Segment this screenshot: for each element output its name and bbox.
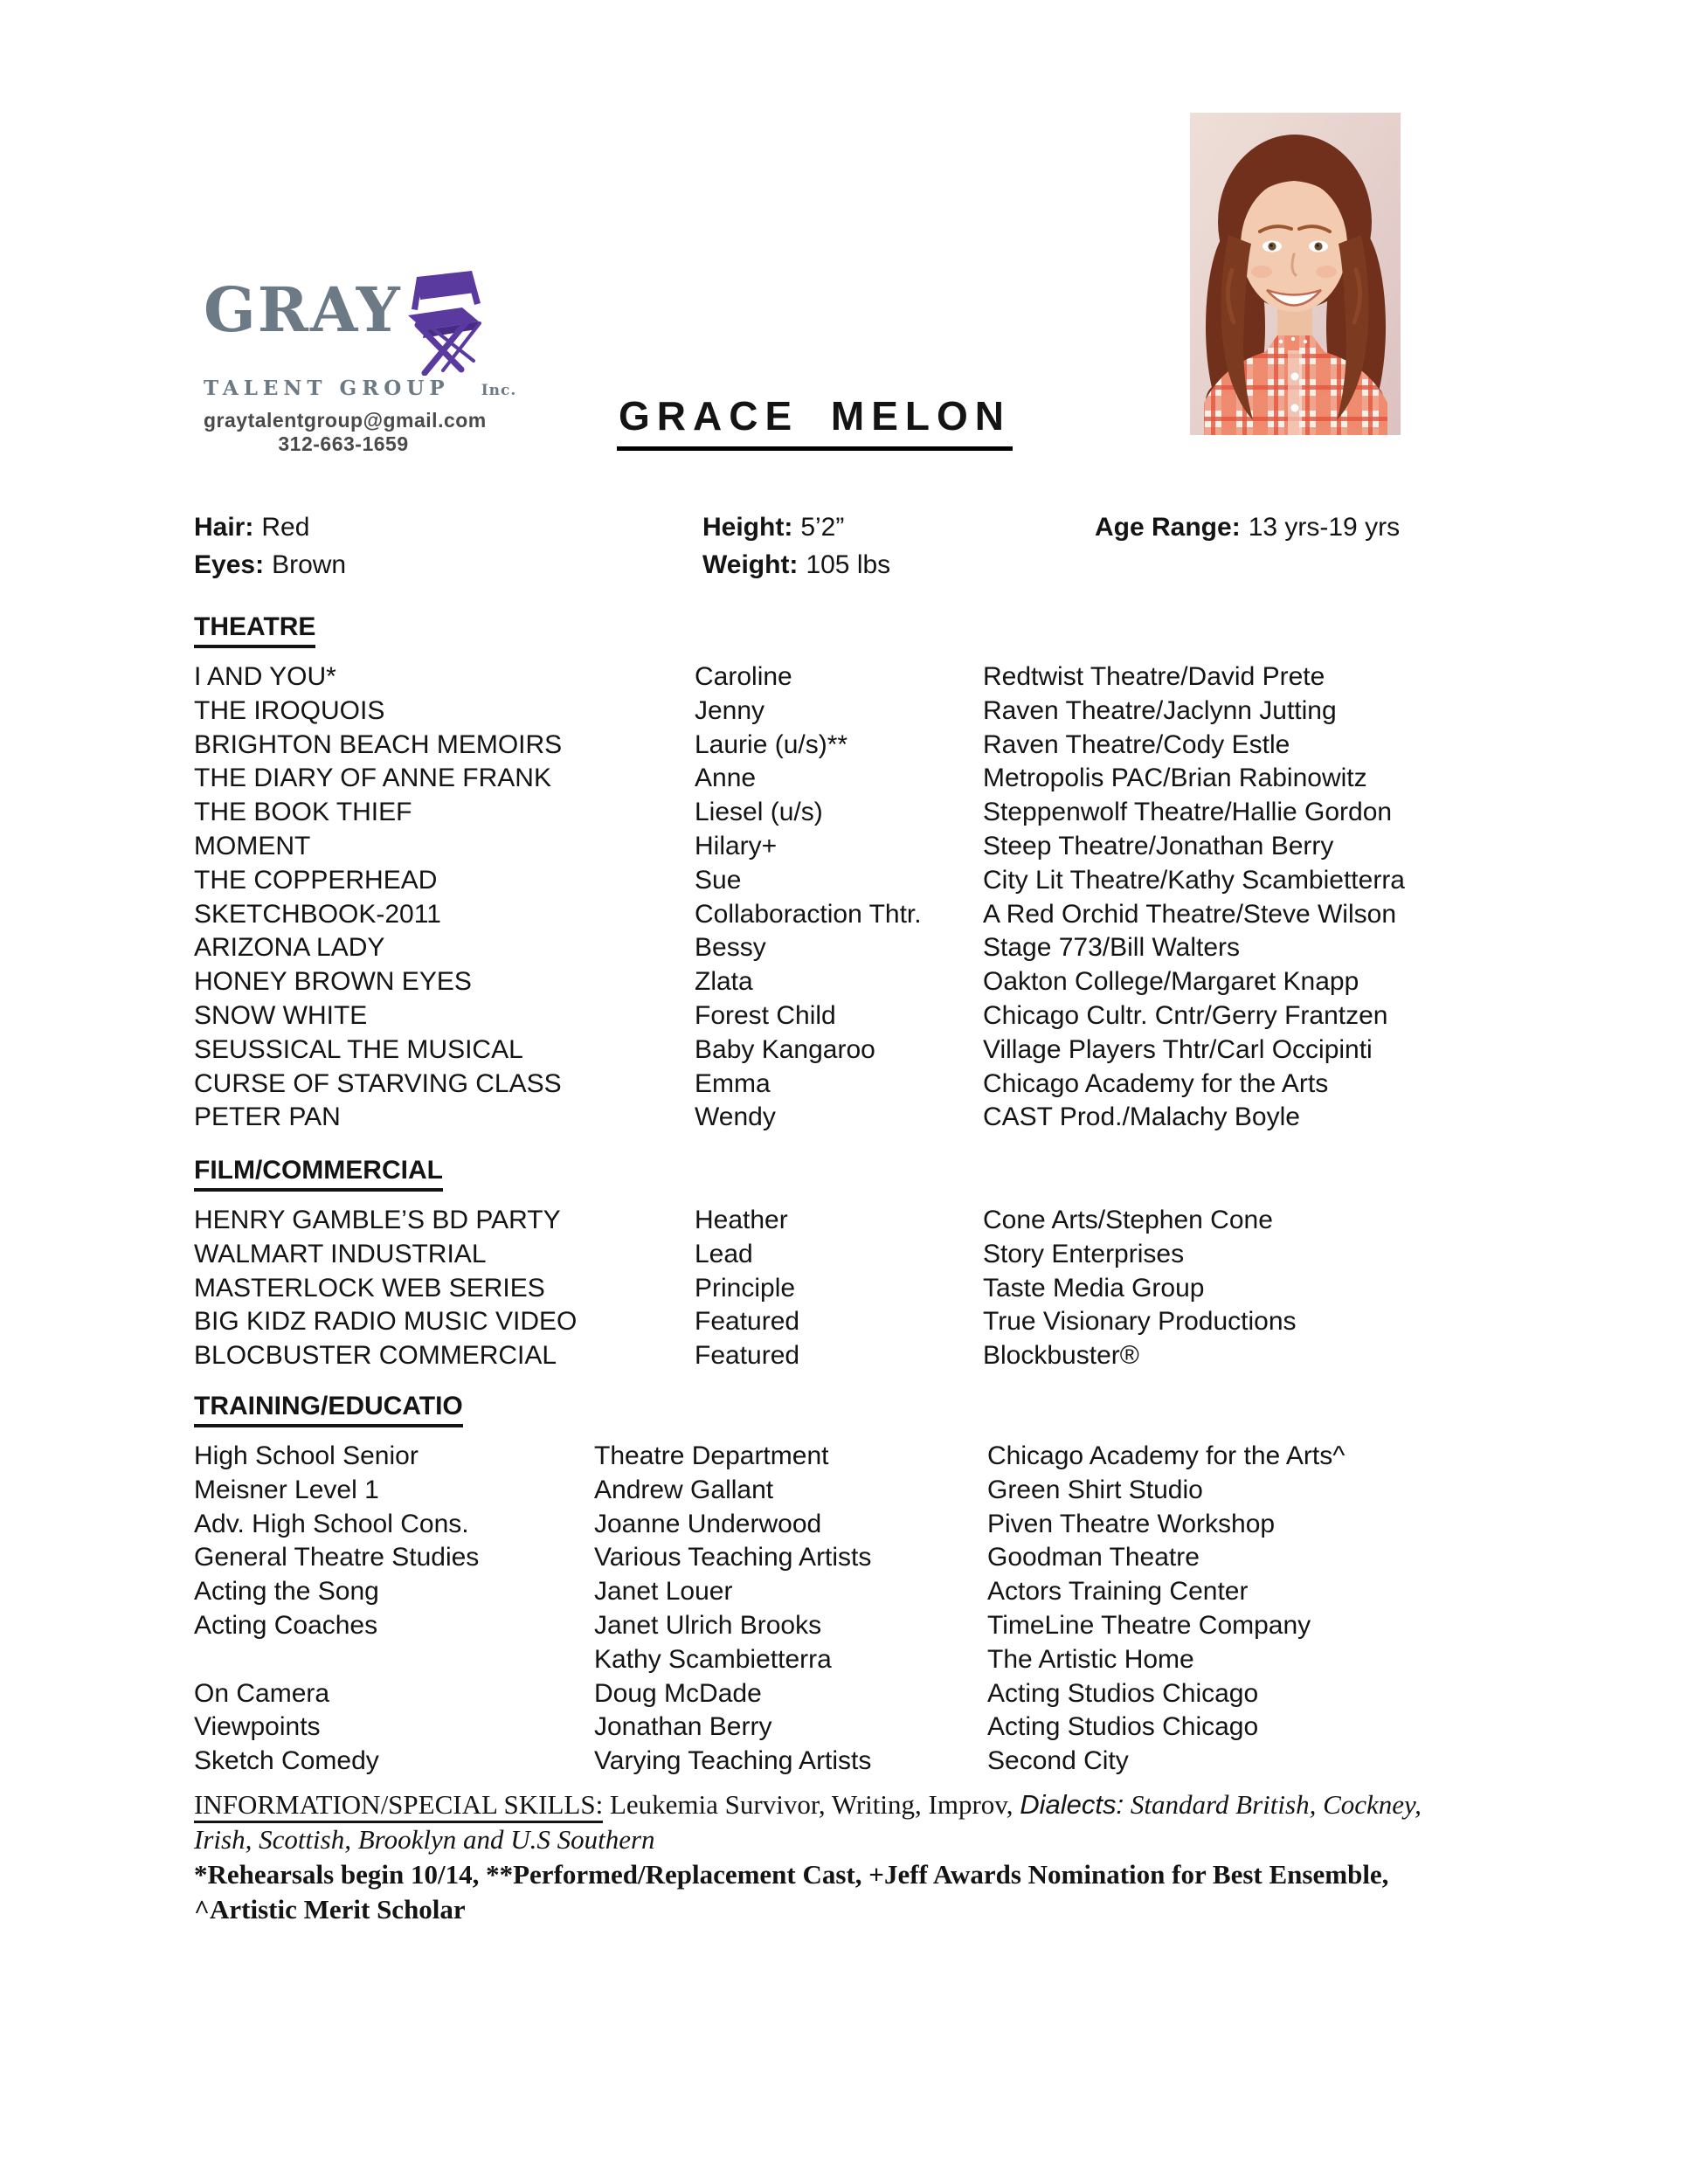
credit-role: Liesel (u/s)	[695, 798, 823, 827]
credit-row	[194, 1272, 1505, 1306]
credit-row	[194, 762, 1505, 796]
credit-role: Jenny	[695, 695, 765, 725]
training-row	[194, 1711, 1505, 1745]
training-school: The Artistic Home	[987, 1644, 1194, 1674]
training-teacher: Theatre Department	[594, 1441, 829, 1470]
training-course: Acting the Song	[194, 1577, 379, 1607]
agency-email: graytalentgroup@gmail.com	[204, 409, 487, 432]
agency-inc-label: Inc.	[481, 382, 517, 399]
training-teacher: Andrew Gallant	[594, 1475, 774, 1504]
credit-role: Forest Child	[695, 1000, 836, 1030]
special-skills-block	[194, 1787, 1485, 1927]
credit-company: Taste Media Group	[983, 1273, 1205, 1303]
credit-title: THE IROQUOIS	[194, 695, 385, 725]
credit-role: Laurie (u/s)**	[695, 729, 848, 759]
credit-row	[194, 999, 1505, 1033]
stat-age-range	[1095, 508, 1505, 546]
training-school: Chicago Academy for the Arts^	[987, 1441, 1346, 1470]
credit-role: Featured	[695, 1307, 800, 1337]
training-school: Acting Studios Chicago	[987, 1678, 1259, 1708]
credit-row	[194, 1238, 1505, 1272]
stat-eyes	[194, 546, 702, 584]
stat-value: Brown	[272, 550, 347, 579]
stat-value: 5’2”	[800, 513, 845, 542]
credit-role: Anne	[695, 764, 757, 793]
training-teacher: Janet Ulrich Brooks	[594, 1610, 822, 1640]
section-title-theatre: THEATRE	[194, 610, 315, 648]
credit-title: PETER PAN	[194, 1102, 341, 1132]
credit-row	[194, 965, 1505, 999]
section-training	[194, 1389, 1505, 1779]
credit-row	[194, 1068, 1505, 1102]
training-teacher: Jonathan Berry	[594, 1712, 772, 1742]
credit-row	[194, 796, 1505, 830]
credit-company: CAST Prod./Malachy Boyle	[983, 1102, 1300, 1132]
section-title-film: FILM/COMMERCIAL	[194, 1153, 443, 1192]
special-skills-paragraph	[194, 1787, 1485, 1857]
training-row	[194, 1745, 1505, 1779]
training-row	[194, 1677, 1505, 1711]
credit-role: Zlata	[695, 967, 753, 997]
training-school: Piven Theatre Workshop	[987, 1509, 1276, 1538]
training-school: Acting Studios Chicago	[987, 1712, 1259, 1742]
credit-title: BIG KIDZ RADIO MUSIC VIDEO	[194, 1307, 578, 1337]
credit-title: MASTERLOCK WEB SERIES	[194, 1273, 545, 1303]
credit-title: SNOW WHITE	[194, 1000, 368, 1030]
credit-company: Stage 773/Bill Walters	[983, 933, 1241, 963]
credit-company: Oakton College/Margaret Knapp	[983, 967, 1359, 997]
agency-tagline: TALENT GROUP	[204, 377, 450, 400]
credit-role: Collaboraction Thtr.	[695, 899, 922, 929]
stat-value: 13 yrs-19 yrs	[1248, 513, 1401, 542]
credit-role: Sue	[695, 865, 742, 895]
credit-role: Heather	[695, 1206, 788, 1234]
footnotes: *Rehearsals begin 10/14, **Performed/Replacement Cast, +Jeff Awards Nomination for Best Ensemble, ^Artistic Merit Scholar	[194, 1859, 1389, 1925]
credit-title: ARIZONA LADY	[194, 933, 385, 963]
credit-title: CURSE OF STARVING CLASS	[194, 1068, 562, 1098]
stat-weight	[702, 546, 1095, 584]
credit-company: Steppenwolf Theatre/Hallie Gordon	[983, 798, 1393, 827]
credit-company: A Red Orchid Theatre/Steve Wilson	[983, 899, 1396, 929]
training-course	[194, 1643, 594, 1677]
training-course: Viewpoints	[194, 1712, 321, 1742]
credit-row	[194, 898, 1505, 932]
stat-value: Red	[261, 513, 310, 542]
training-course: High School Senior	[194, 1441, 419, 1470]
training-row	[194, 1440, 1505, 1474]
training-row	[194, 1541, 1505, 1575]
credit-company: Village Players Thtr/Carl Occipinti	[983, 1034, 1373, 1064]
credit-title: BLOCBUSTER COMMERCIAL	[194, 1341, 557, 1371]
training-school: Actors Training Center	[987, 1577, 1249, 1607]
stat-label: Weight:	[702, 550, 799, 579]
training-teacher: Various Teaching Artists	[594, 1543, 872, 1572]
stat-label: Height:	[702, 513, 793, 542]
credit-row	[194, 695, 1505, 729]
credit-role: Caroline	[695, 662, 792, 691]
agency-brand-text: GRAY	[204, 273, 402, 346]
training-row	[194, 1609, 1505, 1643]
credit-title: THE COPPERHEAD	[194, 865, 438, 895]
training-course: Acting Coaches	[194, 1610, 378, 1640]
credit-row	[194, 1305, 1505, 1339]
actor-name: GRACE MELON	[617, 392, 1013, 451]
credit-row	[194, 1204, 1505, 1238]
training-course: Adv. High School Cons.	[194, 1509, 469, 1538]
credit-company: Cone Arts/Stephen Cone	[983, 1206, 1273, 1234]
directors-chair-icon	[404, 271, 484, 380]
credit-company: Chicago Cultr. Cntr/Gerry Frantzen	[983, 1000, 1388, 1030]
training-row	[194, 1474, 1505, 1508]
credit-title: SEUSSICAL THE MUSICAL	[194, 1034, 523, 1064]
section-theatre	[194, 610, 1505, 1135]
training-course: Meisner Level 1	[194, 1475, 379, 1504]
credit-title: WALMART INDUSTRIAL	[194, 1239, 487, 1268]
training-school: TimeLine Theatre Company	[987, 1610, 1311, 1640]
dialects-text: Standard British, Cockney, Irish, Scottish, Brooklyn and U.S Southern	[194, 1789, 1422, 1855]
credit-role: Hilary+	[695, 831, 778, 860]
stat-label: Hair:	[194, 513, 254, 542]
credit-row	[194, 1101, 1505, 1135]
training-teacher: Doug McDade	[594, 1678, 762, 1708]
credit-row	[194, 1339, 1505, 1373]
credit-title: SKETCHBOOK-2011	[194, 899, 441, 929]
section-film-commercial	[194, 1153, 1505, 1373]
training-school: Green Shirt Studio	[987, 1475, 1203, 1504]
credit-role: Featured	[695, 1341, 800, 1371]
training-row	[194, 1575, 1505, 1609]
training-teacher: Kathy Scambietterra	[594, 1644, 832, 1674]
headshot-photo	[1190, 113, 1401, 435]
credit-row	[194, 660, 1505, 695]
stat-value: 105 lbs	[806, 550, 891, 579]
credit-row	[194, 864, 1505, 898]
stat-hair	[194, 508, 702, 546]
training-row	[194, 1508, 1505, 1542]
credit-title: MOMENT	[194, 831, 311, 860]
agency-phone: 312-663-1659	[278, 432, 409, 455]
training-row	[194, 1643, 1505, 1677]
training-teacher: Joanne Underwood	[594, 1509, 822, 1538]
credit-title: THE DIARY OF ANNE FRANK	[194, 764, 551, 793]
credit-company: Blockbuster®	[983, 1341, 1139, 1371]
credit-title: I AND YOU*	[194, 662, 336, 691]
credit-role: Principle	[695, 1273, 796, 1303]
credit-company: Story Enterprises	[983, 1239, 1185, 1268]
credit-company: Raven Theatre/Jaclynn Jutting	[983, 695, 1337, 725]
training-course: General Theatre Studies	[194, 1543, 480, 1572]
credit-title: HONEY BROWN EYES	[194, 967, 472, 997]
credit-company: Metropolis PAC/Brian Rabinowitz	[983, 764, 1367, 793]
training-teacher: Varying Teaching Artists	[594, 1746, 872, 1776]
credit-company: True Visionary Productions	[983, 1307, 1297, 1337]
stats-block	[194, 508, 1505, 584]
training-teacher: Janet Louer	[594, 1577, 733, 1607]
training-course: On Camera	[194, 1678, 330, 1708]
dialects-label: Dialects:	[1020, 1789, 1124, 1820]
stat-label: Eyes:	[194, 550, 265, 579]
training-school: Second City	[987, 1746, 1129, 1776]
credit-company: Chicago Academy for the Arts	[983, 1068, 1329, 1098]
skills-text: Leukemia Survivor, Writing, Improv,	[603, 1789, 1020, 1820]
credit-role: Bessy	[695, 933, 766, 963]
credit-title: BRIGHTON BEACH MEMOIRS	[194, 729, 563, 759]
credit-role: Lead	[695, 1239, 753, 1268]
credit-row	[194, 729, 1505, 763]
credit-company: Raven Theatre/Cody Estle	[983, 729, 1290, 759]
agency-logo	[204, 273, 517, 456]
credit-company: Redtwist Theatre/David Prete	[983, 662, 1325, 691]
credit-title: THE BOOK THIEF	[194, 798, 412, 827]
credit-row	[194, 1033, 1505, 1068]
stat-label: Age Range:	[1095, 513, 1241, 542]
credit-role: Emma	[695, 1068, 771, 1098]
credit-role: Wendy	[695, 1102, 776, 1132]
credit-company: City Lit Theatre/Kathy Scambietterra	[983, 865, 1405, 895]
credit-row	[194, 931, 1505, 965]
section-title-training: TRAINING/EDUCATIO	[194, 1389, 463, 1427]
training-course: Sketch Comedy	[194, 1746, 379, 1776]
training-school: Goodman Theatre	[987, 1543, 1200, 1572]
credit-role: Baby Kangaroo	[695, 1034, 875, 1064]
credit-row	[194, 830, 1505, 864]
skills-heading: INFORMATION/SPECIAL SKILLS:	[194, 1789, 603, 1823]
credit-title: HENRY GAMBLE’S BD PARTY	[194, 1206, 561, 1234]
stat-height	[702, 508, 1095, 546]
credit-company: Steep Theatre/Jonathan Berry	[983, 831, 1334, 860]
